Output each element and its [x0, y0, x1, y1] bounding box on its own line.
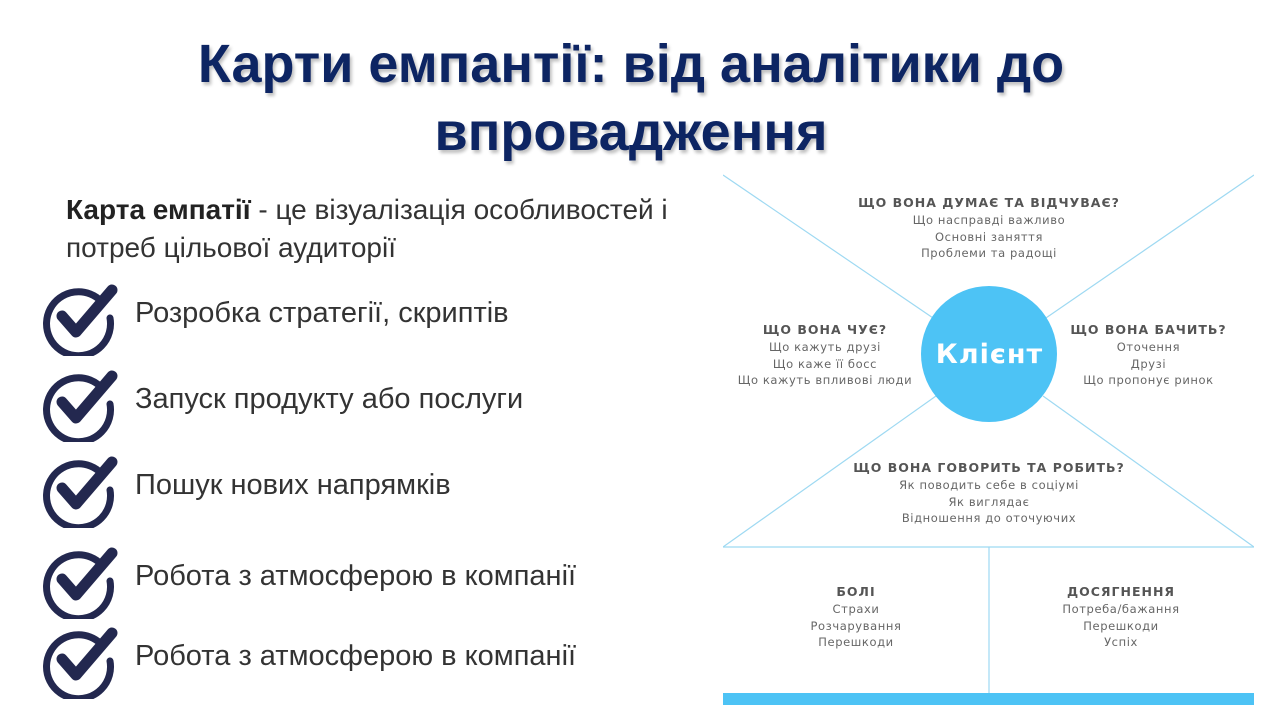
- map-section-gains: [1021, 583, 1221, 651]
- section-line: Розчарування: [810, 618, 902, 633]
- definition: [66, 191, 706, 267]
- page-title: Карти емпантії: від аналітики до впровадження: [197, 34, 1065, 162]
- section-heading: БОЛІ: [836, 584, 876, 599]
- section-heading: ЩО ВОНА ЧУЄ?: [762, 322, 888, 337]
- section-line: Що каже її босс: [772, 356, 878, 371]
- checkmark-circle-icon: [40, 280, 120, 356]
- section-line: Як виглядає: [948, 494, 1030, 509]
- section-line: Відношення до оточуючих: [901, 511, 1077, 525]
- section-line: Проблеми та радощі: [921, 246, 1057, 260]
- bullet-item: [40, 280, 700, 356]
- map-section-hears: [725, 321, 925, 389]
- section-line: Оточення: [1116, 340, 1181, 354]
- section-line: Потреба/бажання: [1062, 602, 1180, 616]
- empathy-map: [723, 173, 1254, 705]
- section-line: Страхи: [832, 602, 880, 616]
- bullet-label: Робота з атмосферою в компанії: [135, 640, 577, 672]
- section-heading: ДОСЯГНЕННЯ: [1066, 584, 1176, 599]
- section-line: Перешкоди: [818, 635, 894, 649]
- bullet-item: [40, 623, 700, 699]
- section-line: Що кажуть друзі: [769, 340, 881, 354]
- definition-term: Карта емпатії: [66, 194, 251, 225]
- section-line: Що насправді важливо: [912, 213, 1066, 227]
- section-line: Перешкоди: [1083, 618, 1159, 633]
- map-section-thinks: [839, 194, 1139, 262]
- bullet-label: Робота з атмосферою в компанії: [135, 560, 577, 592]
- bullet-item: [40, 366, 700, 442]
- map-section-sees: [1063, 321, 1234, 389]
- section-line: Успіх: [1104, 635, 1138, 649]
- section-line: Основні заняття: [935, 229, 1043, 244]
- bullet-item: [40, 543, 700, 619]
- section-line: Як поводить себе в соціумі: [899, 478, 1079, 492]
- bullet-label: Пошук нових напрямків: [135, 469, 451, 501]
- map-section-says: [839, 459, 1139, 527]
- section-line: Що кажуть впливові люди: [737, 373, 913, 387]
- checkmark-circle-icon: [40, 543, 120, 619]
- section-heading: ЩО ВОНА БАЧИТЬ?: [1070, 322, 1227, 337]
- section-heading: ЩО ВОНА ГОВОРИТЬ ТА РОБИТЬ?: [853, 460, 1125, 475]
- map-section-pains: [756, 583, 956, 651]
- bullet-label: Розробка стратегії, скриптів: [135, 297, 509, 329]
- checkmark-circle-icon: [40, 452, 120, 528]
- definition-text: - це візуалізація особливостей і потреб цільової аудиторії: [66, 194, 668, 263]
- section-line: Що пропонує ринок: [1083, 373, 1214, 387]
- checkmark-circle-icon: [40, 623, 120, 699]
- checkmark-circle-icon: [40, 366, 120, 442]
- bullet-label: Запуск продукту або послуги: [135, 383, 524, 415]
- section-heading: ЩО ВОНА ДУМАЄ ТА ВІДЧУВАЄ?: [858, 195, 1120, 210]
- section-line: Друзі: [1130, 356, 1167, 371]
- bullet-item: [40, 452, 700, 528]
- client-label: Клієнт: [935, 339, 1044, 370]
